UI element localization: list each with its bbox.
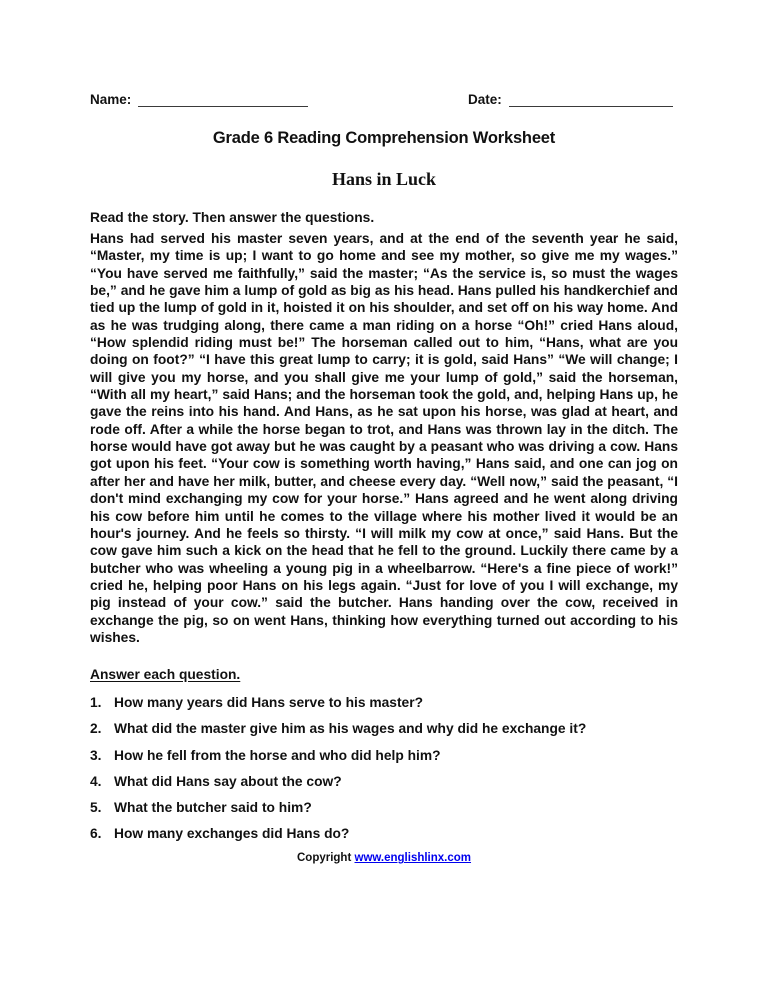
question-text: How many exchanges did Hans do? xyxy=(114,826,350,842)
story-paragraph: Hans had served his master seven years, and at the end of the seventh year he said, “Master, my time is up; I want to go home and see my mother, so give me my wages.” “You have served me faithfully,” said the master; “As the service is, so must the wages be,” and he gave him a lump of gold as big as his head. Hans pulled his handkerchief and tied up the lump of gold in it, hoisted it on his shoulder, and set off on his way home. And as he was trudging along, there came a man riding on a horse “Oh!” cried Hans aloud, “How splendid riding must be!” The horseman called out to him, “Hans, what are you doing on foot?” “I have this great lump to carry; it is gold, said Hans” “We will change; I will give you my horse, and you shall give me your lump of gold,” said the horseman, “With all my heart,” said Hans; and the horseman took the gold, and, helping Hans up, he gave the reins into his hand. And Hans, as he sat upon his horse, was glad at heart, and rode off. After a while the horse began to trot, and Hans was thrown lay in the ditch. The horse would have got away but he was caught by a peasant who was driving a cow. Hans got upon his feet. “Your cow is something worth having,” Hans said, and one can jog on after her and have her milk, butter, and cheese every day. “Well now,” said the peasant, “I don't mind exchanging my cow for your horse.” Hans agreed and he went along driving his cow before him until he comes to the village where his mother lived it would be an hour's journey. And he feels so thirsty. “I will milk my cow at once,” said Hans. But the cow gave him such a kick on the head that he fell to the ground. Luckily there came by a butcher who was wheeling a young pig in a wheelbarrow. “Here's a fine piece of work!” cried he, helping poor Hans on his legs again. “Just for love of you I will exchange, my pig instead of your cow.” said the butcher. Hans handing over the cow, received in exchange the pig, so on went Hans, thinking how everything turned out according to his wishes. xyxy=(90,231,678,645)
question-item xyxy=(90,800,678,816)
footer-link[interactable]: www.englishlinx.com xyxy=(354,852,472,865)
question-number: 6. xyxy=(90,826,102,842)
question-number: 5. xyxy=(90,800,102,815)
question-item xyxy=(90,695,678,711)
name-label: Name: xyxy=(90,92,132,107)
question-number: 4. xyxy=(90,773,102,789)
date-field xyxy=(468,92,673,107)
question-number: 2. xyxy=(90,721,102,737)
date-label: Date: xyxy=(468,92,502,107)
story-title: Hans in Luck xyxy=(331,169,437,189)
name-blank-line xyxy=(138,93,308,107)
question-item xyxy=(90,826,678,842)
question-item xyxy=(90,748,678,764)
instruction-text: Read the story. Then answer the questions. xyxy=(90,210,375,225)
copyright-label: Copyright xyxy=(296,852,352,865)
question-text: How he fell from the horse and who did help him? xyxy=(114,747,441,763)
question-item xyxy=(90,721,678,737)
name-date-row xyxy=(90,92,678,107)
name-field xyxy=(90,92,468,107)
questions-heading: Answer each question. xyxy=(90,667,241,683)
question-text: How many years did Hans serve to his master? xyxy=(114,695,424,711)
question-text: What the butcher said to him? xyxy=(114,800,312,815)
question-number: 1. xyxy=(90,695,102,711)
questions-list xyxy=(90,695,678,842)
question-item xyxy=(90,774,678,790)
date-blank-line xyxy=(509,93,673,107)
question-text: What did the master give him as his wages and why did he exchange it? xyxy=(114,721,587,737)
question-number: 3. xyxy=(90,747,102,763)
question-text: What did Hans say about the cow? xyxy=(114,773,342,789)
worksheet-title: Grade 6 Reading Comprehension Worksheet xyxy=(212,129,556,147)
footer xyxy=(90,852,678,864)
